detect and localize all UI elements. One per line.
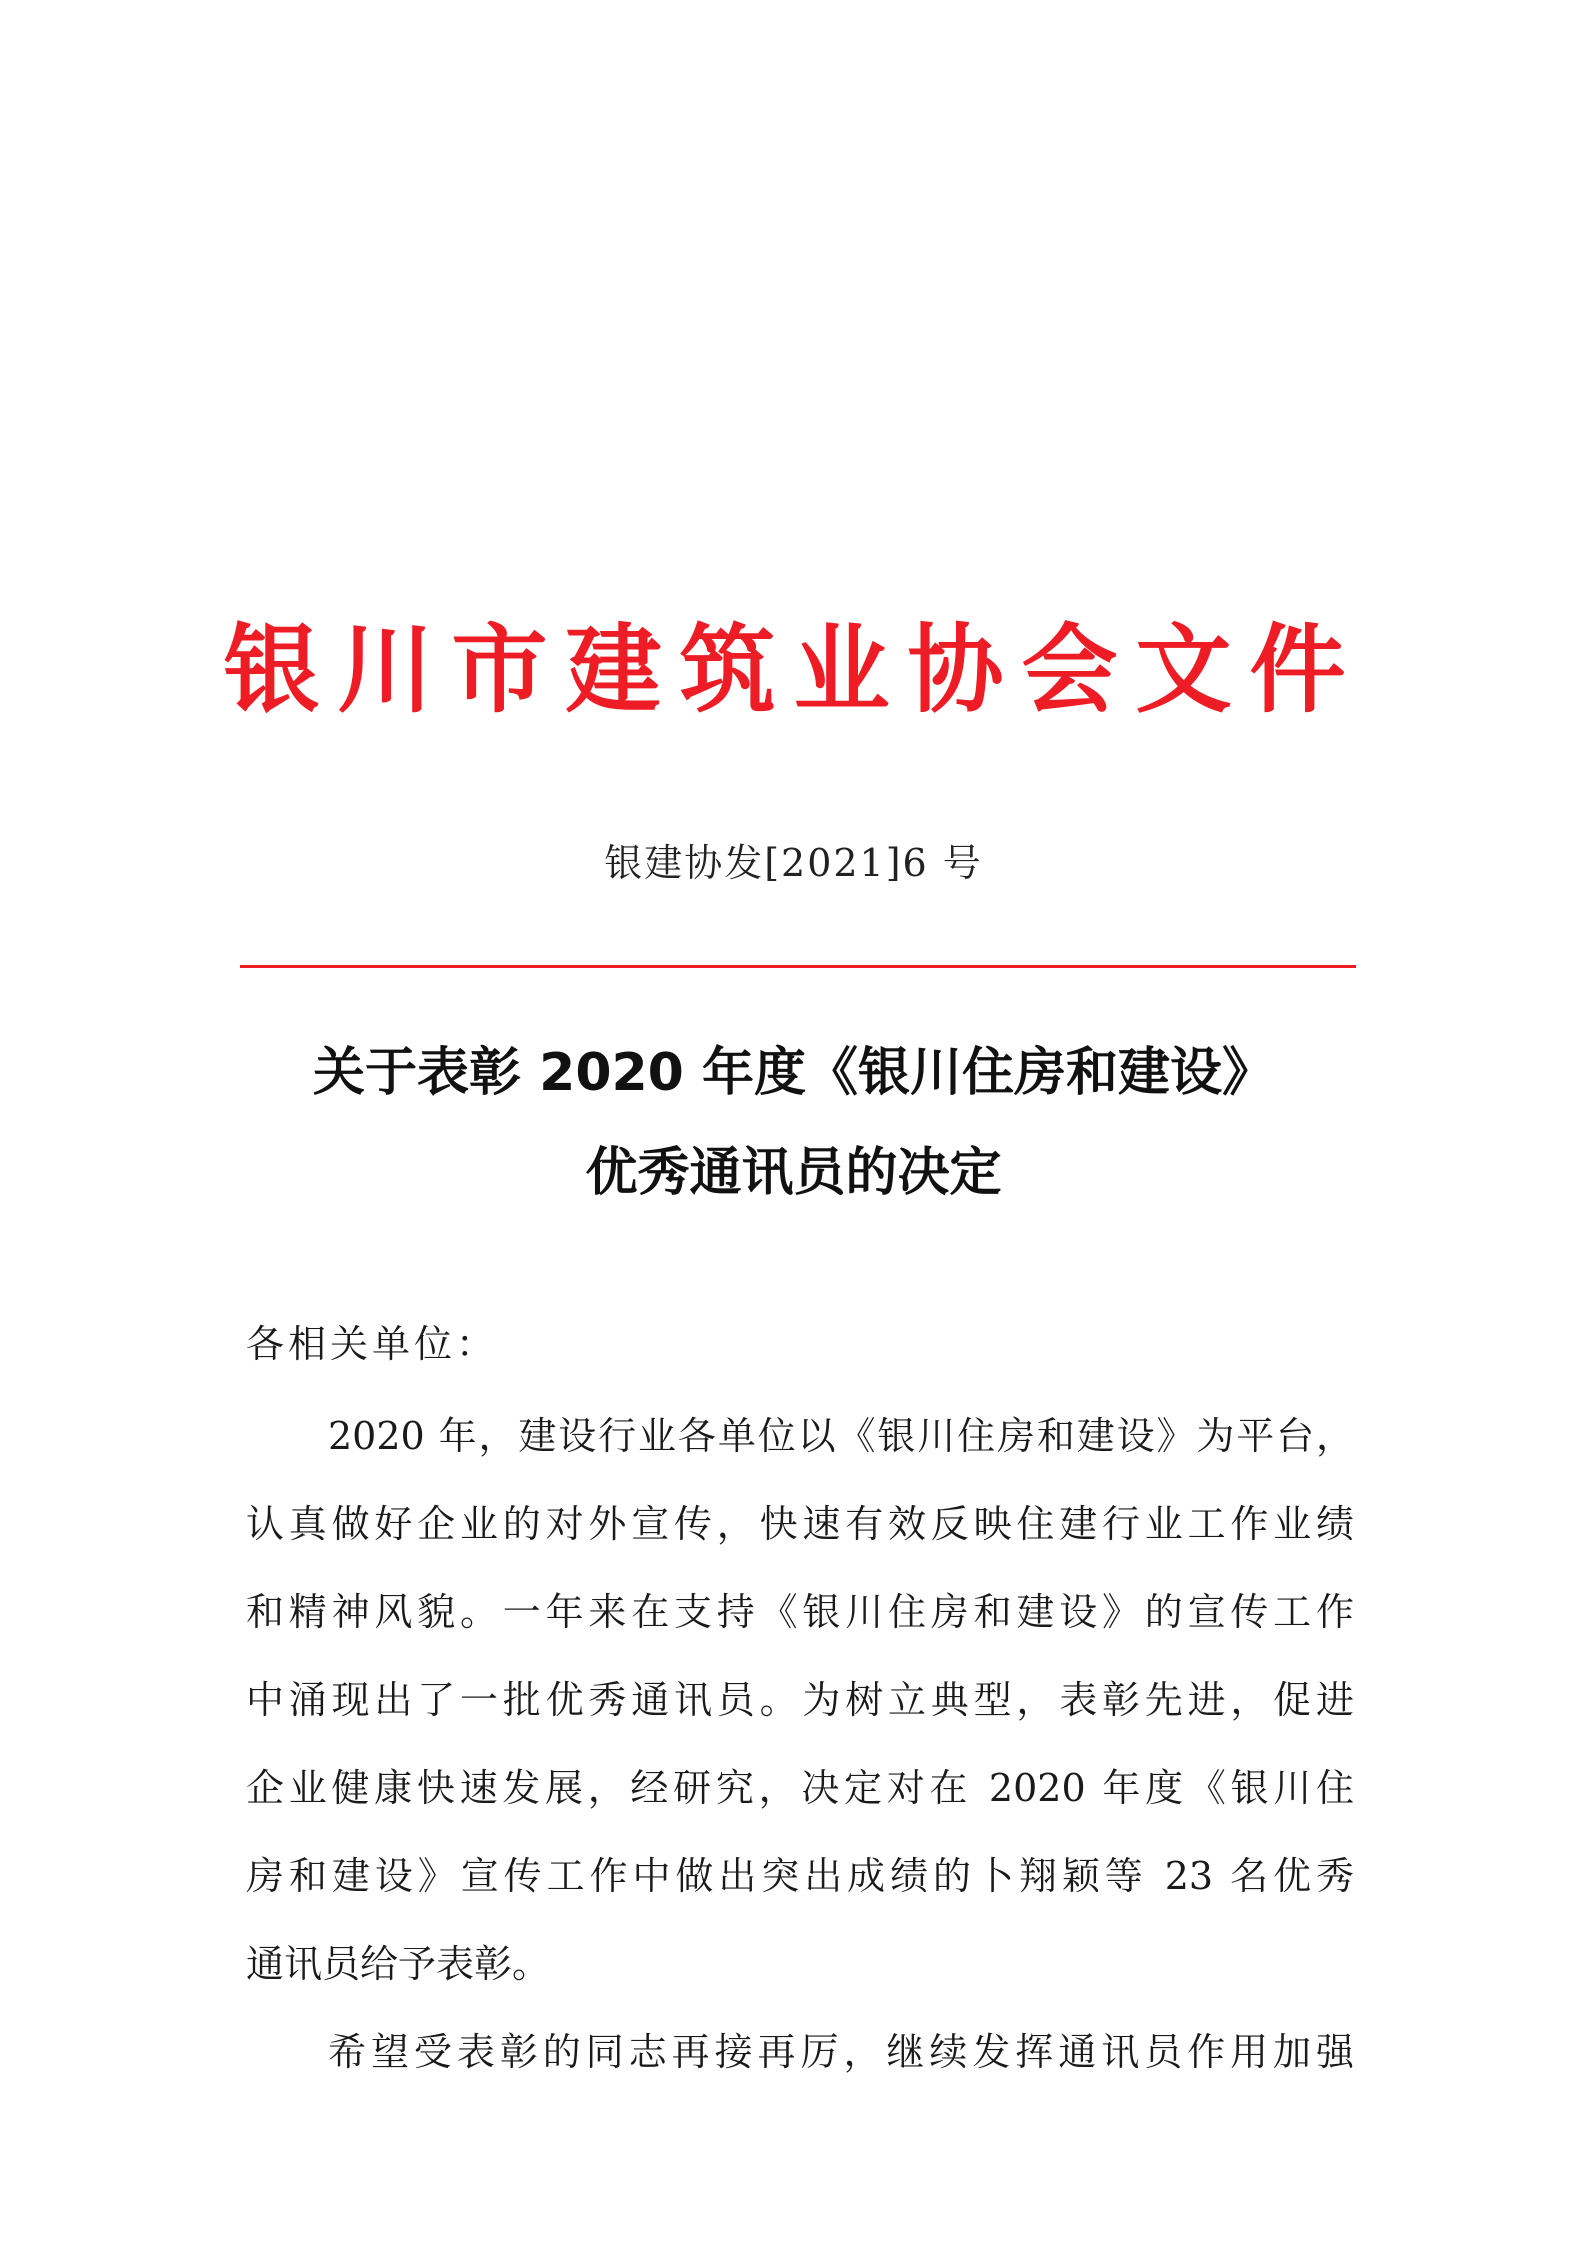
body-line: 2020 年，建设行业各单位以《银川住房和建设》为平台，	[328, 1414, 1354, 1458]
body-line: 希望受表彰的同志再接再厉，继续发挥通讯员作用加强	[328, 2030, 1354, 2074]
masthead-title: 银川市建筑业协会文件	[223, 614, 1364, 726]
body-line: 中涌现出了一批优秀通讯员。为树立典型，表彰先进，促进	[246, 1678, 1354, 1722]
body-line: 房和建设》宣传工作中做出突出成绩的卜翔颖等 23 名优秀	[246, 1854, 1354, 1898]
document-title-line-2: 优秀通讯员的决定	[585, 1143, 1002, 1203]
body-line: 通讯员给予表彰。	[246, 1942, 551, 1986]
body-line: 认真做好企业的对外宣传，快速有效反映住建行业工作业绩	[246, 1502, 1354, 1546]
red-divider-line	[240, 965, 1356, 968]
document-number: 银建协发[2021]6 号	[604, 841, 983, 885]
document-title-line-1: 关于表彰 2020 年度《银川住房和建设》	[313, 1043, 1274, 1103]
body-line: 和精神风貌。一年来在支持《银川住房和建设》的宣传工作	[246, 1590, 1354, 1634]
salutation: 各相关单位：	[246, 1322, 499, 1366]
body-line: 企业健康快速发展，经研究，决定对在 2020 年度《银川住	[246, 1766, 1354, 1810]
